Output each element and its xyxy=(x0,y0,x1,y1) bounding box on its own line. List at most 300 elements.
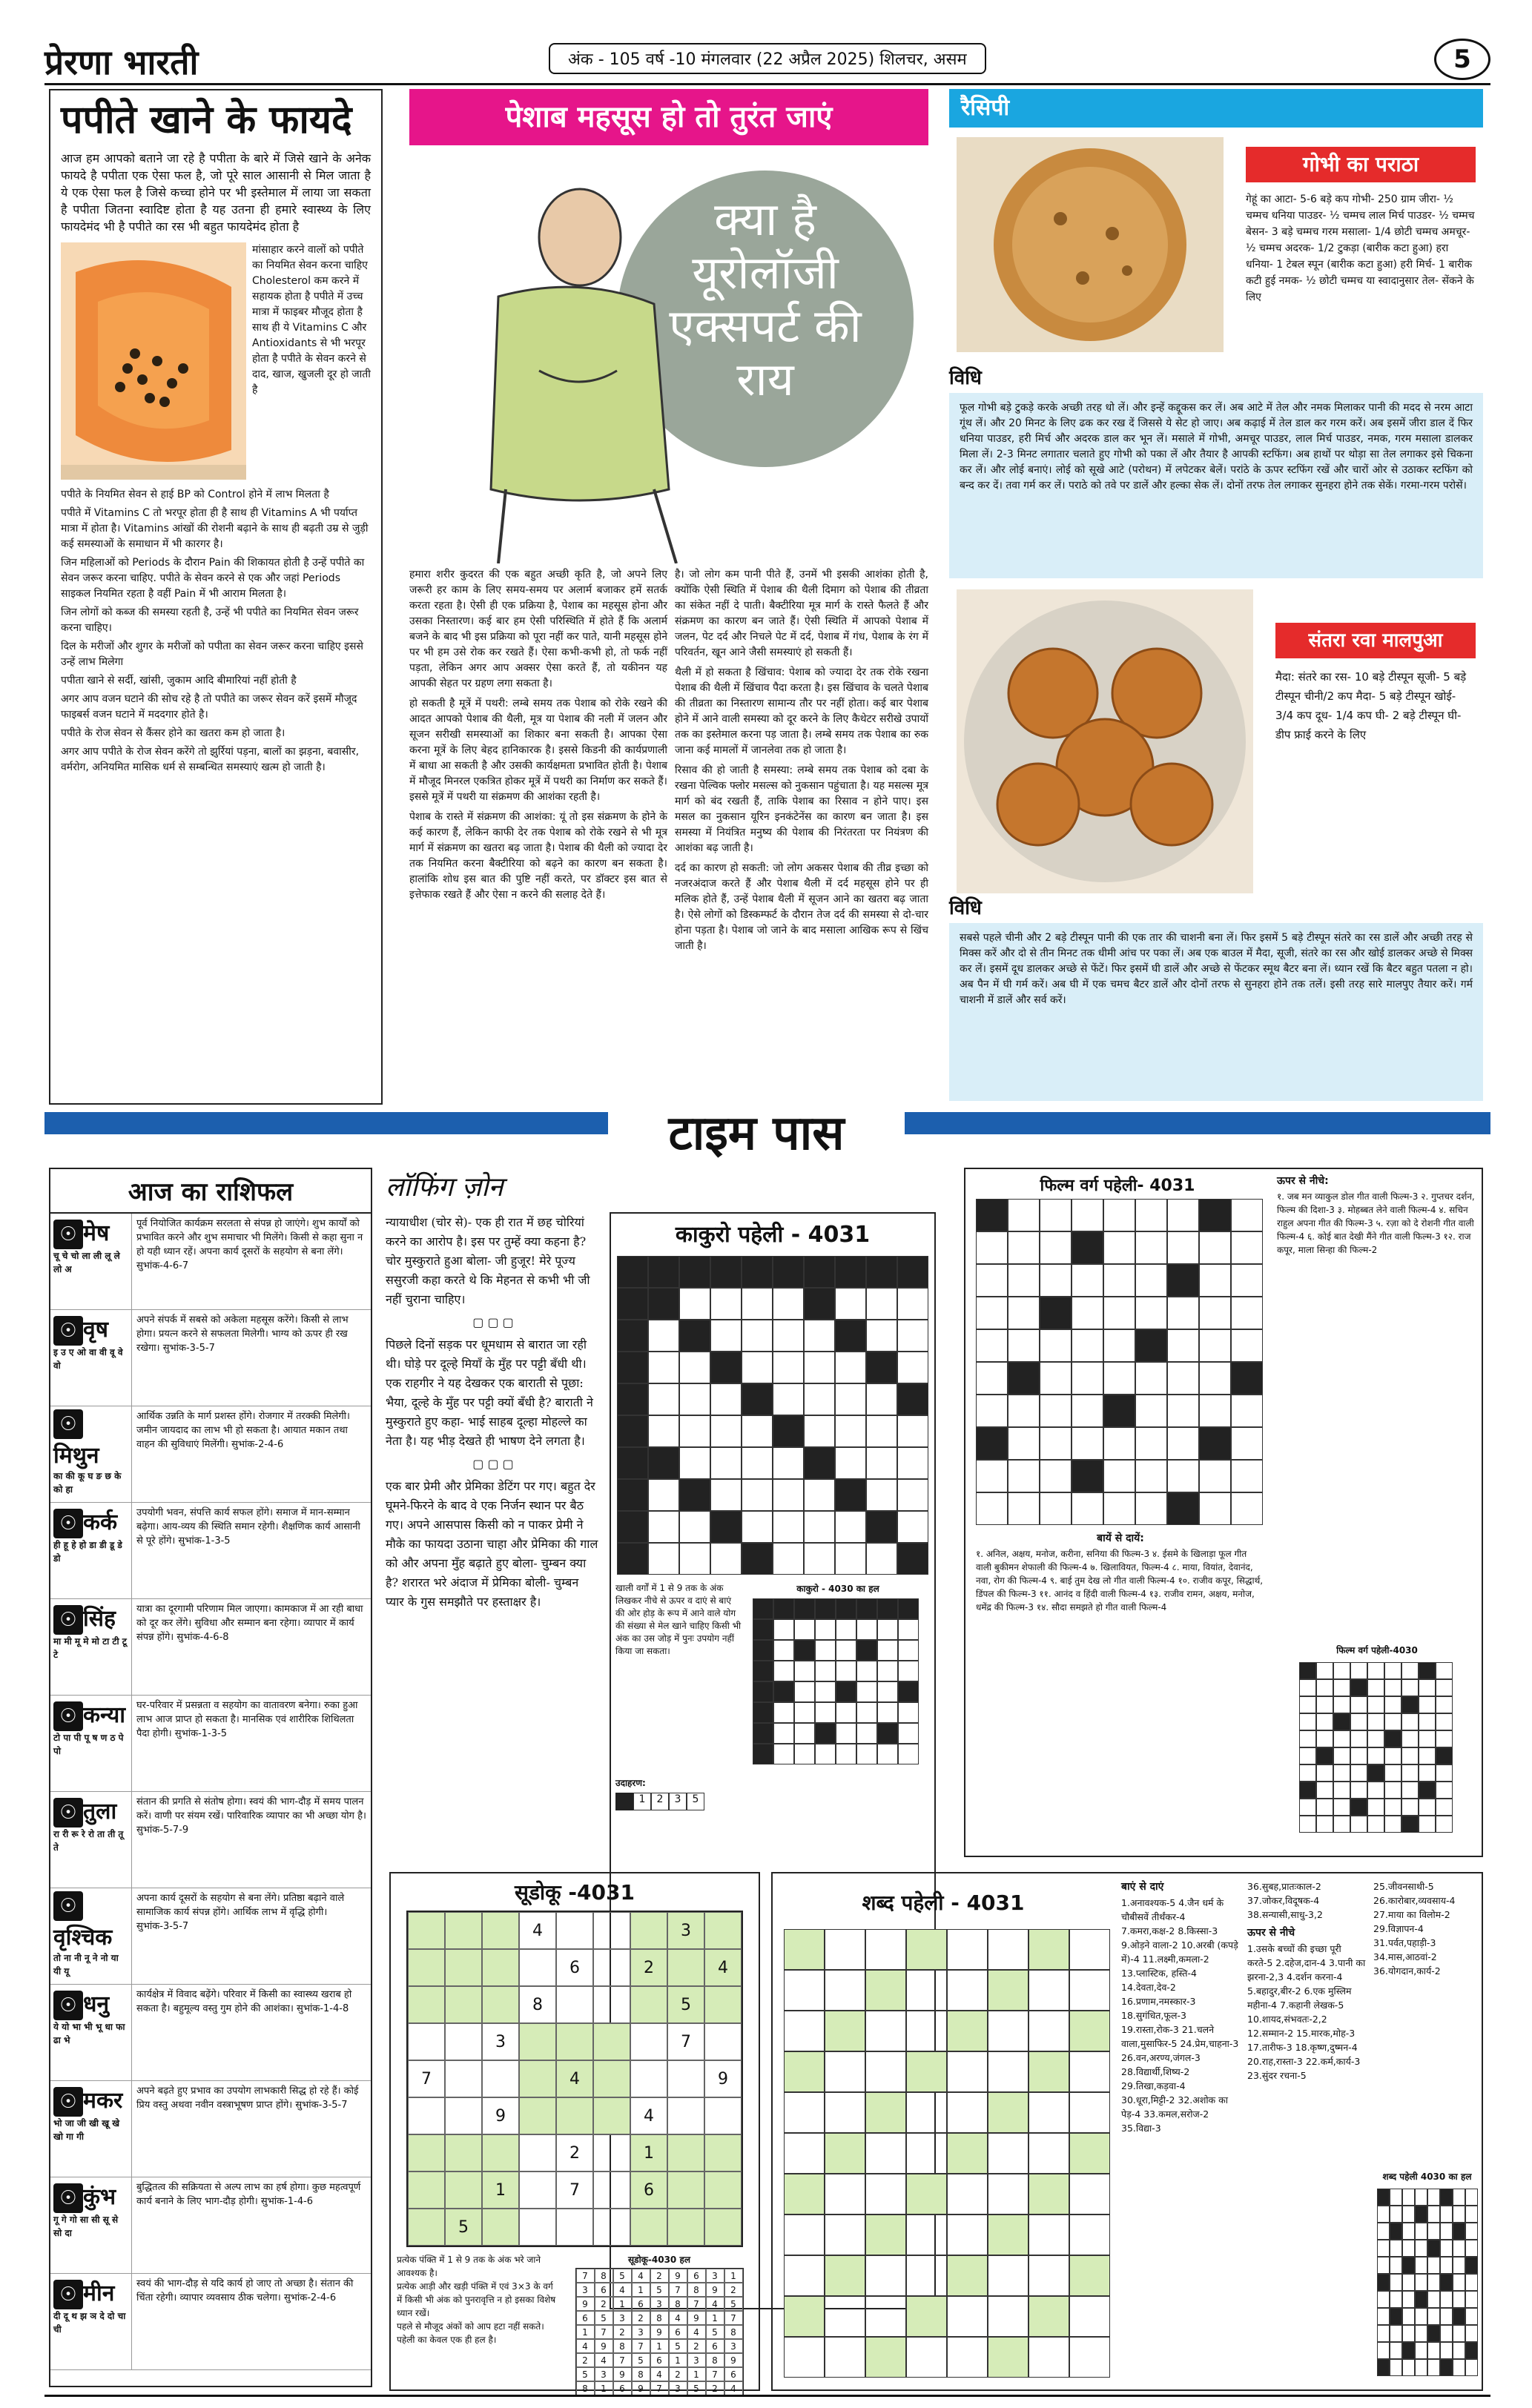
shabd-solution-cell[interactable] xyxy=(1415,2189,1427,2206)
film-solution-cell[interactable] xyxy=(1436,1782,1453,1799)
shabd-solution-cell[interactable] xyxy=(1415,2240,1427,2257)
sudoku-cell[interactable] xyxy=(593,1949,630,1986)
shabd-cell[interactable] xyxy=(1029,1929,1069,1970)
shabd-solution-cell[interactable] xyxy=(1377,2325,1390,2342)
shabd-cell[interactable] xyxy=(906,2133,947,2174)
shabd-cell[interactable] xyxy=(947,2011,988,2051)
shabd-cell[interactable] xyxy=(784,2011,825,2051)
shabd-solution-cell[interactable] xyxy=(1390,2257,1402,2274)
shabd-cell[interactable] xyxy=(1069,2092,1110,2133)
shabd-cell[interactable] xyxy=(988,2214,1029,2255)
shabd-cell[interactable] xyxy=(947,2337,988,2378)
shabd-solution-cell[interactable] xyxy=(1465,2223,1478,2240)
film-solution-cell[interactable] xyxy=(1384,1696,1401,1713)
kakuro-solution-cell[interactable] xyxy=(794,1702,815,1723)
film-solution-cell[interactable] xyxy=(1436,1696,1453,1713)
kakuro-cell[interactable] xyxy=(866,1320,897,1352)
film-cell[interactable] xyxy=(1135,1492,1167,1525)
film-solution-cell[interactable] xyxy=(1384,1747,1401,1764)
kakuro-cell[interactable] xyxy=(710,1543,742,1575)
sudoku-cell[interactable] xyxy=(556,1986,593,2023)
sudoku-cell[interactable] xyxy=(445,1949,482,1986)
kakuro-solution-cell[interactable] xyxy=(877,1681,898,1702)
kakuro-solution-cell[interactable] xyxy=(856,1744,877,1764)
kakuro-cell[interactable] xyxy=(804,1479,835,1511)
film-cell[interactable] xyxy=(1103,1264,1135,1297)
shabd-solution-cell[interactable] xyxy=(1427,2308,1440,2325)
shabd-cell[interactable] xyxy=(988,2174,1029,2214)
film-cell[interactable] xyxy=(1199,1329,1231,1362)
film-solution-cell[interactable] xyxy=(1333,1679,1350,1696)
film-solution-cell[interactable] xyxy=(1299,1730,1316,1747)
kakuro-solution-cell[interactable] xyxy=(836,1702,856,1723)
shabd-cell[interactable] xyxy=(988,1970,1029,2011)
kakuro-solution-cell[interactable] xyxy=(836,1723,856,1744)
film-cell[interactable] xyxy=(1135,1395,1167,1427)
kakuro-cell[interactable] xyxy=(866,1479,897,1511)
shabd-solution-cell[interactable] xyxy=(1390,2342,1402,2359)
sudoku-cell[interactable] xyxy=(445,2060,482,2097)
kakuro-solution-cell[interactable] xyxy=(836,1619,856,1640)
shabd-cell[interactable] xyxy=(988,2011,1029,2051)
sudoku-cell[interactable] xyxy=(593,1912,630,1949)
shabd-cell[interactable] xyxy=(906,2337,947,2378)
shabd-cell[interactable] xyxy=(865,2092,906,2133)
shabd-cell[interactable] xyxy=(1069,2011,1110,2051)
kakuro-solution-cell[interactable] xyxy=(773,1723,794,1744)
kakuro-cell[interactable] xyxy=(679,1352,710,1383)
sudoku-cell[interactable] xyxy=(667,1949,704,1986)
film-cell[interactable] xyxy=(1135,1362,1167,1395)
kakuro-cell[interactable] xyxy=(866,1415,897,1447)
kakuro-cell[interactable] xyxy=(773,1479,804,1511)
film-solution-cell[interactable] xyxy=(1367,1747,1384,1764)
film-cell[interactable] xyxy=(976,1395,1008,1427)
film-solution-cell[interactable] xyxy=(1316,1816,1333,1833)
shabd-cell[interactable] xyxy=(865,2214,906,2255)
sudoku-cell[interactable]: 4 xyxy=(704,1949,742,1986)
film-cell[interactable] xyxy=(1040,1395,1072,1427)
sudoku-cell[interactable] xyxy=(445,2097,482,2134)
kakuro-solution-cell[interactable] xyxy=(815,1681,836,1702)
shabd-cell[interactable] xyxy=(1069,2133,1110,2174)
shabd-solution-cell[interactable] xyxy=(1415,2274,1427,2291)
sudoku-cell[interactable] xyxy=(408,2172,445,2209)
film-cell[interactable] xyxy=(1167,1362,1199,1395)
film-cell[interactable] xyxy=(1135,1231,1167,1264)
shabd-cell[interactable] xyxy=(825,2133,865,2174)
film-cell[interactable] xyxy=(976,1264,1008,1297)
film-solution-cell[interactable] xyxy=(1367,1730,1384,1747)
kakuro-solution-cell[interactable] xyxy=(877,1744,898,1764)
shabd-solution-cell[interactable] xyxy=(1453,2359,1465,2376)
film-cell[interactable] xyxy=(1040,1427,1072,1460)
shabd-cell[interactable] xyxy=(1069,2174,1110,2214)
film-cell[interactable] xyxy=(1008,1492,1040,1525)
shabd-solution-cell[interactable] xyxy=(1440,2223,1453,2240)
film-solution-cell[interactable] xyxy=(1384,1816,1401,1833)
shabd-solution-cell[interactable] xyxy=(1402,2291,1415,2308)
shabd-solution-cell[interactable] xyxy=(1453,2206,1465,2223)
film-cell[interactable] xyxy=(1167,1460,1199,1492)
shabd-cell[interactable] xyxy=(825,2174,865,2214)
sudoku-cell[interactable]: 5 xyxy=(445,2209,482,2246)
shabd-cell[interactable] xyxy=(1029,2092,1069,2133)
shabd-cell[interactable] xyxy=(906,2296,947,2337)
film-solution-cell[interactable] xyxy=(1350,1747,1367,1764)
film-solution-cell[interactable] xyxy=(1333,1662,1350,1679)
film-solution-cell[interactable] xyxy=(1384,1799,1401,1816)
shabd-solution-cell[interactable] xyxy=(1402,2359,1415,2376)
shabd-cell[interactable] xyxy=(825,2337,865,2378)
kakuro-cell[interactable] xyxy=(804,1511,835,1543)
shabd-cell[interactable] xyxy=(988,2296,1029,2337)
film-cell[interactable] xyxy=(1135,1264,1167,1297)
kakuro-solution-cell[interactable] xyxy=(898,1744,919,1764)
film-solution-cell[interactable] xyxy=(1316,1696,1333,1713)
kakuro-solution-cell[interactable] xyxy=(773,1744,794,1764)
shabd-solution-cell[interactable] xyxy=(1427,2291,1440,2308)
shabd-solution-cell[interactable] xyxy=(1415,2342,1427,2359)
sudoku-cell[interactable] xyxy=(593,2209,630,2246)
shabd-cell[interactable] xyxy=(947,2255,988,2296)
shabd-cell[interactable] xyxy=(784,1929,825,1970)
film-solution-cell[interactable] xyxy=(1367,1799,1384,1816)
film-solution-cell[interactable] xyxy=(1367,1696,1384,1713)
shabd-cell[interactable] xyxy=(906,2051,947,2092)
film-cell[interactable] xyxy=(1040,1329,1072,1362)
sudoku-cell[interactable] xyxy=(445,1912,482,1949)
shabd-solution-cell[interactable] xyxy=(1440,2240,1453,2257)
film-cell[interactable] xyxy=(1231,1460,1263,1492)
shabd-cell[interactable] xyxy=(865,1970,906,2011)
film-solution-cell[interactable] xyxy=(1419,1713,1436,1730)
film-solution-cell[interactable] xyxy=(1401,1782,1419,1799)
shabd-solution-cell[interactable] xyxy=(1402,2189,1415,2206)
kakuro-cell[interactable] xyxy=(742,1352,773,1383)
film-solution-cell[interactable] xyxy=(1419,1679,1436,1696)
kakuro-solution-cell[interactable] xyxy=(773,1640,794,1661)
kakuro-solution-cell[interactable] xyxy=(898,1702,919,1723)
shabd-solution-cell[interactable] xyxy=(1377,2257,1390,2274)
shabd-solution-cell[interactable] xyxy=(1427,2257,1440,2274)
film-cell[interactable] xyxy=(1103,1329,1135,1362)
film-solution-cell[interactable] xyxy=(1401,1679,1419,1696)
kakuro-solution-cell[interactable] xyxy=(856,1702,877,1723)
shabd-solution-cell[interactable] xyxy=(1465,2308,1478,2325)
shabd-solution-cell[interactable] xyxy=(1427,2206,1440,2223)
sudoku-cell[interactable]: 6 xyxy=(556,1949,593,1986)
film-solution-cell[interactable] xyxy=(1350,1662,1367,1679)
film-cell[interactable] xyxy=(1008,1460,1040,1492)
sudoku-cell[interactable]: 4 xyxy=(630,2097,667,2134)
film-solution-cell[interactable] xyxy=(1419,1799,1436,1816)
sudoku-cell[interactable] xyxy=(593,1986,630,2023)
shabd-solution-cell[interactable] xyxy=(1465,2359,1478,2376)
film-cell[interactable] xyxy=(1199,1362,1231,1395)
film-solution-cell[interactable] xyxy=(1436,1662,1453,1679)
shabd-cell[interactable] xyxy=(825,2011,865,2051)
kakuro-solution-cell[interactable] xyxy=(815,1619,836,1640)
shabd-cell[interactable] xyxy=(906,2214,947,2255)
shabd-solution-cell[interactable] xyxy=(1415,2308,1427,2325)
kakuro-cell[interactable] xyxy=(710,1447,742,1479)
kakuro-cell[interactable] xyxy=(866,1447,897,1479)
shabd-cell[interactable] xyxy=(1029,1970,1069,2011)
shabd-solution-cell[interactable] xyxy=(1440,2342,1453,2359)
sudoku-cell[interactable] xyxy=(704,2023,742,2060)
film-cell[interactable] xyxy=(1167,1427,1199,1460)
sudoku-cell[interactable] xyxy=(482,2209,519,2246)
kakuro-cell[interactable] xyxy=(773,1511,804,1543)
shabd-cell[interactable] xyxy=(988,2133,1029,2174)
sudoku-cell[interactable]: 1 xyxy=(630,2134,667,2172)
shabd-solution-cell[interactable] xyxy=(1453,2240,1465,2257)
kakuro-cell[interactable] xyxy=(897,1352,928,1383)
film-solution-cell[interactable] xyxy=(1401,1730,1419,1747)
sudoku-cell[interactable] xyxy=(519,1949,556,1986)
film-solution-cell[interactable] xyxy=(1333,1799,1350,1816)
shabd-solution-cell[interactable] xyxy=(1465,2206,1478,2223)
film-solution-cell[interactable] xyxy=(1316,1679,1333,1696)
film-cell[interactable] xyxy=(1231,1297,1263,1329)
shabd-cell[interactable] xyxy=(1029,2214,1069,2255)
film-cell[interactable] xyxy=(1231,1427,1263,1460)
shabd-grid[interactable] xyxy=(784,1929,1110,2381)
shabd-solution-cell[interactable] xyxy=(1427,2189,1440,2206)
sudoku-cell[interactable] xyxy=(704,2134,742,2172)
shabd-cell[interactable] xyxy=(784,2092,825,2133)
kakuro-cell[interactable] xyxy=(710,1415,742,1447)
kakuro-cell[interactable] xyxy=(773,1352,804,1383)
film-solution-cell[interactable] xyxy=(1350,1730,1367,1747)
shabd-cell[interactable] xyxy=(784,2174,825,2214)
shabd-solution-cell[interactable] xyxy=(1440,2257,1453,2274)
film-solution-cell[interactable] xyxy=(1316,1799,1333,1816)
shabd-cell[interactable] xyxy=(784,1970,825,2011)
kakuro-cell[interactable] xyxy=(679,1543,710,1575)
sudoku-cell[interactable] xyxy=(556,2209,593,2246)
shabd-solution-cell[interactable] xyxy=(1453,2257,1465,2274)
kakuro-cell[interactable] xyxy=(648,1320,679,1352)
sudoku-cell[interactable] xyxy=(482,1986,519,2023)
kakuro-solution-cell[interactable] xyxy=(815,1661,836,1681)
film-cell[interactable] xyxy=(1008,1297,1040,1329)
kakuro-cell[interactable] xyxy=(897,1511,928,1543)
kakuro-solution-cell[interactable] xyxy=(856,1723,877,1744)
shabd-solution-cell[interactable] xyxy=(1453,2291,1465,2308)
kakuro-solution-cell[interactable] xyxy=(877,1702,898,1723)
sudoku-cell[interactable] xyxy=(519,2023,556,2060)
kakuro-cell[interactable] xyxy=(773,1447,804,1479)
film-cell[interactable] xyxy=(1103,1427,1135,1460)
film-solution-cell[interactable] xyxy=(1384,1679,1401,1696)
shabd-cell[interactable] xyxy=(988,2255,1029,2296)
sudoku-cell[interactable]: 2 xyxy=(630,1949,667,1986)
shabd-cell[interactable] xyxy=(784,2051,825,2092)
kakuro-solution-cell[interactable] xyxy=(794,1744,815,1764)
kakuro-solution-cell[interactable] xyxy=(794,1661,815,1681)
kakuro-cell[interactable] xyxy=(648,1479,679,1511)
film-cell[interactable] xyxy=(1135,1297,1167,1329)
kakuro-solution-cell[interactable] xyxy=(773,1702,794,1723)
sudoku-cell[interactable] xyxy=(519,2060,556,2097)
film-cell[interactable] xyxy=(1199,1297,1231,1329)
shabd-solution-cell[interactable] xyxy=(1415,2257,1427,2274)
shabd-cell[interactable] xyxy=(784,2296,825,2337)
shabd-cell[interactable] xyxy=(947,2133,988,2174)
kakuro-cell[interactable] xyxy=(742,1320,773,1352)
kakuro-cell[interactable] xyxy=(835,1511,866,1543)
film-cell[interactable] xyxy=(1199,1492,1231,1525)
shabd-solution-cell[interactable] xyxy=(1402,2274,1415,2291)
shabd-solution-cell[interactable] xyxy=(1440,2291,1453,2308)
shabd-solution-cell[interactable] xyxy=(1427,2342,1440,2359)
film-cell[interactable] xyxy=(1040,1460,1072,1492)
film-solution-cell[interactable] xyxy=(1384,1782,1401,1799)
kakuro-cell[interactable] xyxy=(773,1543,804,1575)
sudoku-cell[interactable]: 9 xyxy=(704,2060,742,2097)
film-solution-cell[interactable] xyxy=(1401,1764,1419,1782)
shabd-cell[interactable] xyxy=(906,2092,947,2133)
shabd-cell[interactable] xyxy=(865,2296,906,2337)
shabd-solution-cell[interactable] xyxy=(1402,2206,1415,2223)
film-solution-cell[interactable] xyxy=(1436,1730,1453,1747)
film-cell[interactable] xyxy=(1167,1395,1199,1427)
shabd-solution-cell[interactable] xyxy=(1465,2274,1478,2291)
film-solution-cell[interactable] xyxy=(1419,1730,1436,1747)
sudoku-cell[interactable] xyxy=(667,2097,704,2134)
sudoku-cell[interactable] xyxy=(630,2060,667,2097)
film-cell[interactable] xyxy=(1008,1427,1040,1460)
shabd-solution-cell[interactable] xyxy=(1440,2325,1453,2342)
sudoku-cell[interactable] xyxy=(445,2172,482,2209)
sudoku-cell[interactable]: 7 xyxy=(408,2060,445,2097)
shabd-cell[interactable] xyxy=(1029,2133,1069,2174)
shabd-solution-cell[interactable] xyxy=(1377,2223,1390,2240)
film-cell[interactable] xyxy=(1167,1199,1199,1231)
sudoku-cell[interactable] xyxy=(482,1912,519,1949)
film-solution-cell[interactable] xyxy=(1350,1816,1367,1833)
shabd-cell[interactable] xyxy=(865,2337,906,2378)
sudoku-cell[interactable]: 6 xyxy=(630,2172,667,2209)
film-solution-cell[interactable] xyxy=(1350,1713,1367,1730)
shabd-solution-cell[interactable] xyxy=(1402,2240,1415,2257)
shabd-cell[interactable] xyxy=(865,2174,906,2214)
film-solution-cell[interactable] xyxy=(1299,1764,1316,1782)
film-cell[interactable] xyxy=(1199,1395,1231,1427)
shabd-cell[interactable] xyxy=(825,2051,865,2092)
shabd-solution-cell[interactable] xyxy=(1440,2308,1453,2325)
kakuro-cell[interactable] xyxy=(804,1320,835,1352)
sudoku-cell[interactable] xyxy=(593,2023,630,2060)
kakuro-cell[interactable] xyxy=(866,1288,897,1320)
film-cell[interactable] xyxy=(1103,1492,1135,1525)
kakuro-solution-cell[interactable] xyxy=(877,1640,898,1661)
film-cell[interactable] xyxy=(1072,1329,1103,1362)
kakuro-cell[interactable] xyxy=(648,1511,679,1543)
shabd-solution-cell[interactable] xyxy=(1427,2274,1440,2291)
film-cell[interactable] xyxy=(1103,1460,1135,1492)
sudoku-cell[interactable]: 4 xyxy=(519,1912,556,1949)
shabd-cell[interactable] xyxy=(825,2092,865,2133)
shabd-solution-cell[interactable] xyxy=(1390,2359,1402,2376)
shabd-cell[interactable] xyxy=(1069,2051,1110,2092)
sudoku-cell[interactable]: 5 xyxy=(667,1986,704,2023)
film-cell[interactable] xyxy=(1135,1460,1167,1492)
kakuro-grid[interactable] xyxy=(617,1256,928,1575)
film-cell[interactable] xyxy=(1008,1264,1040,1297)
sudoku-cell[interactable] xyxy=(519,2172,556,2209)
film-cell[interactable] xyxy=(1231,1264,1263,1297)
kakuro-solution-cell[interactable] xyxy=(836,1744,856,1764)
sudoku-cell[interactable]: 8 xyxy=(519,1986,556,2023)
shabd-cell[interactable] xyxy=(906,2174,947,2214)
shabd-cell[interactable] xyxy=(988,2092,1029,2133)
film-cell[interactable] xyxy=(1135,1199,1167,1231)
film-solution-cell[interactable] xyxy=(1384,1662,1401,1679)
kakuro-solution-cell[interactable] xyxy=(877,1619,898,1640)
sudoku-cell[interactable] xyxy=(556,2097,593,2134)
film-cell[interactable] xyxy=(1103,1231,1135,1264)
shabd-solution-cell[interactable] xyxy=(1377,2291,1390,2308)
sudoku-cell[interactable] xyxy=(519,2134,556,2172)
kakuro-cell[interactable] xyxy=(835,1415,866,1447)
film-solution-cell[interactable] xyxy=(1316,1730,1333,1747)
film-solution-cell[interactable] xyxy=(1367,1679,1384,1696)
film-cell[interactable] xyxy=(1040,1362,1072,1395)
shabd-solution-cell[interactable] xyxy=(1402,2325,1415,2342)
kakuro-solution-cell[interactable] xyxy=(877,1661,898,1681)
film-cell[interactable] xyxy=(976,1492,1008,1525)
sudoku-cell[interactable] xyxy=(593,2097,630,2134)
film-solution-cell[interactable] xyxy=(1350,1782,1367,1799)
kakuro-cell[interactable] xyxy=(710,1288,742,1320)
shabd-cell[interactable] xyxy=(988,1929,1029,1970)
sudoku-cell[interactable] xyxy=(408,2209,445,2246)
kakuro-solution-cell[interactable] xyxy=(815,1702,836,1723)
kakuro-cell[interactable] xyxy=(648,1415,679,1447)
shabd-cell[interactable] xyxy=(906,1970,947,2011)
shabd-solution-cell[interactable] xyxy=(1427,2223,1440,2240)
shabd-cell[interactable] xyxy=(1029,2051,1069,2092)
film-solution-cell[interactable] xyxy=(1299,1747,1316,1764)
film-cell[interactable] xyxy=(1040,1264,1072,1297)
film-cell[interactable] xyxy=(1008,1199,1040,1231)
sudoku-cell[interactable] xyxy=(630,1986,667,2023)
film-cell[interactable] xyxy=(1072,1395,1103,1427)
kakuro-cell[interactable] xyxy=(648,1352,679,1383)
sudoku-cell[interactable] xyxy=(704,1986,742,2023)
shabd-solution-cell[interactable] xyxy=(1415,2359,1427,2376)
film-cell[interactable] xyxy=(1072,1297,1103,1329)
sudoku-cell[interactable] xyxy=(482,2134,519,2172)
film-cell[interactable] xyxy=(1135,1427,1167,1460)
shabd-cell[interactable] xyxy=(1069,1929,1110,1970)
kakuro-cell[interactable] xyxy=(897,1415,928,1447)
shabd-cell[interactable] xyxy=(784,2255,825,2296)
film-cell[interactable] xyxy=(1231,1395,1263,1427)
kakuro-cell[interactable] xyxy=(742,1415,773,1447)
sudoku-cell[interactable] xyxy=(445,1986,482,2023)
kakuro-cell[interactable] xyxy=(742,1447,773,1479)
film-solution-cell[interactable] xyxy=(1436,1713,1453,1730)
kakuro-solution-cell[interactable] xyxy=(794,1723,815,1744)
sudoku-cell[interactable] xyxy=(408,1912,445,1949)
film-solution-cell[interactable] xyxy=(1436,1679,1453,1696)
film-cell[interactable] xyxy=(1040,1199,1072,1231)
kakuro-solution-cell[interactable] xyxy=(773,1619,794,1640)
